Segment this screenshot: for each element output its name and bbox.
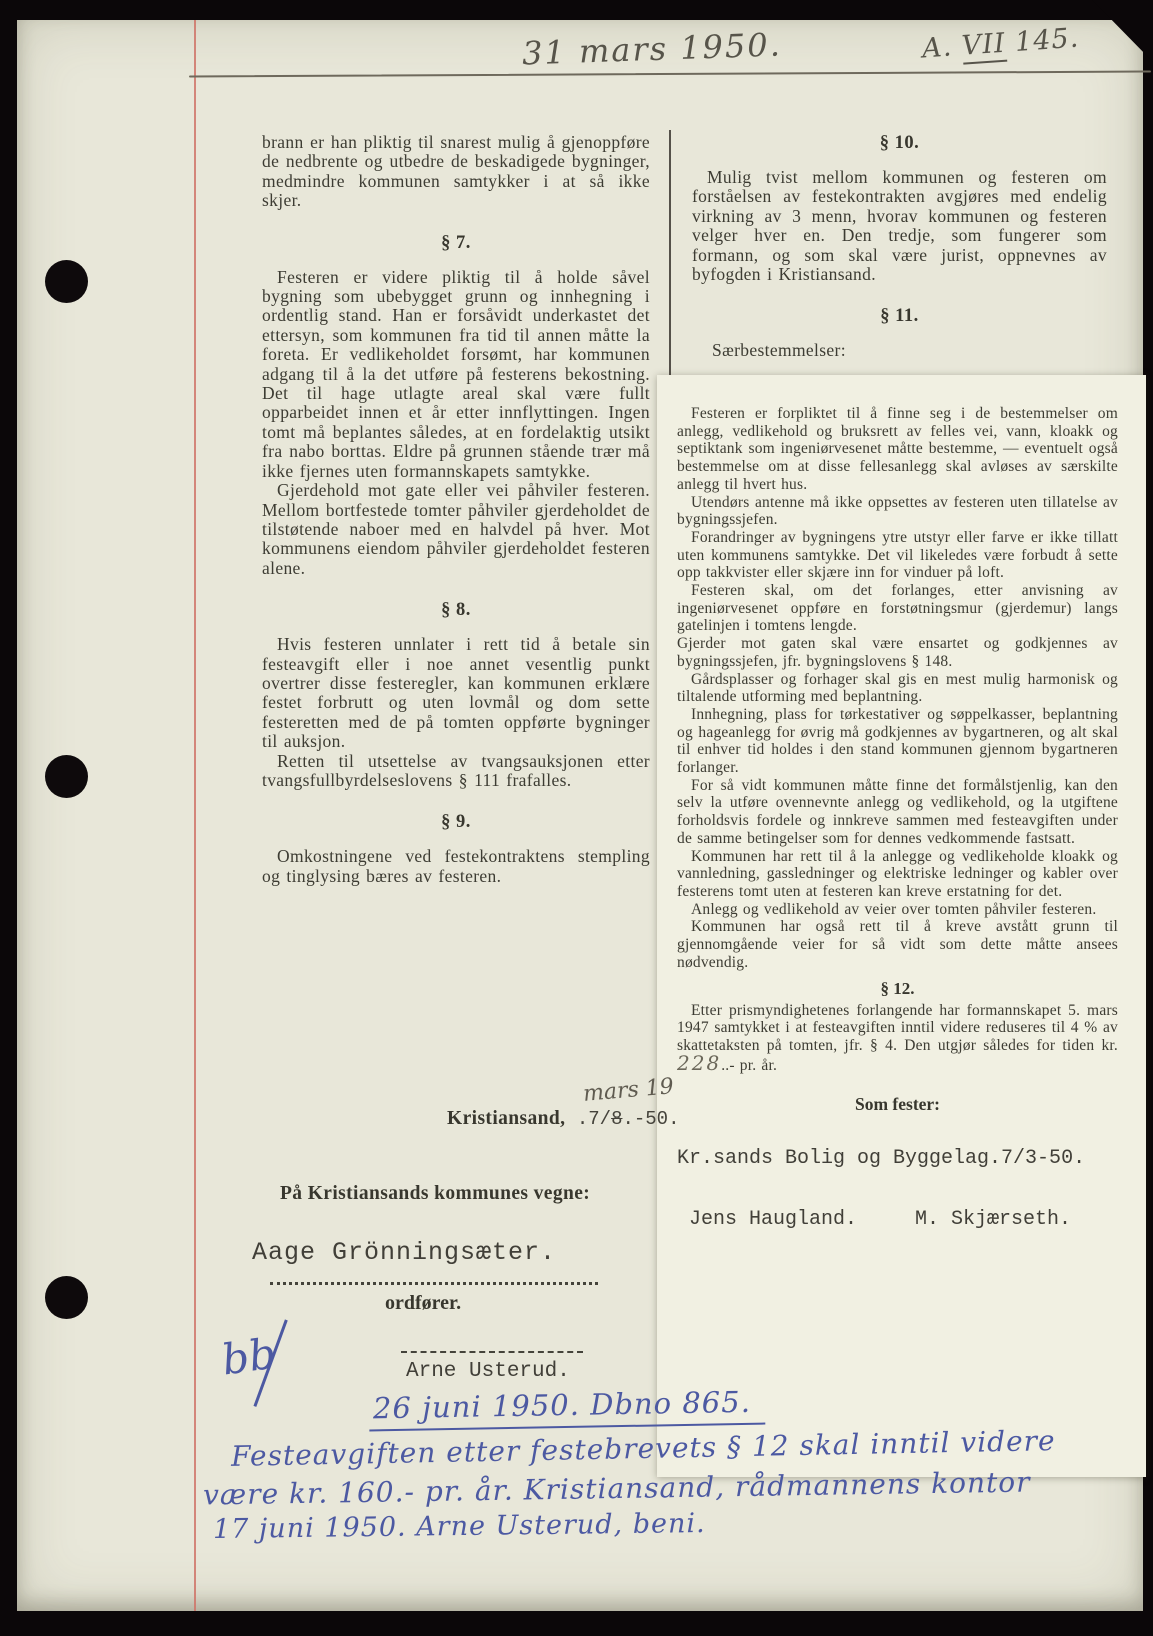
section-heading-12: § 12. [880,978,915,998]
lessee-signers-line [689,1208,1118,1231]
mayor-typed-signature: Aage Grönningsæter. [252,1238,557,1267]
red-margin-rule [194,20,196,1611]
signer-jens-haugland: Jens Haugland. [689,1208,858,1232]
place-and-date-line [447,1108,679,1130]
fee-text-before: Etter prismyndighetenes forlangende har formannskapet 5. mars 1947 samtykket i at festeavgiften inntil videre reduseres til 4 % av skattetaksten på tomten, jfr. § 4. Den utgjør således for tiden kr. [677,1001,1118,1054]
on-behalf-label: På Kristiansands kommunes vegne: [280,1183,591,1204]
hole-punch [45,260,88,303]
signer-m-skjaerseth: M. Skjærseth. [915,1208,1072,1232]
hole-punch [45,755,88,798]
paragraph: Innhegning, plass for tørkestativer og søppelkasser, beplantning og hageanlegg for øvrig må godkjennes av bygartneren, og alt skal til enhver tid holdes i den stand kommunen gjennom bygartneren forlanger. [677,705,1118,777]
paragraph: Kommunen har også rett til å kreve avstått grunn til gjennomgående veier for så vidt som dette måtte ansees nødvendig. [677,918,1118,971]
archive-ref-number: 145. [1014,22,1081,58]
registrar-note-line2-handwritten: være kr. 160.- pr. år. Kristiansand, rådmannens kontor [202,1465,1031,1512]
section-heading-10: § 10. [879,133,920,153]
paragraph: Mulig tvist mellom kommunen og festeren om forståelsen av festekontrakten avgjøres med endelig virkning av 3 menn, hvorav kommunen og festeren velger hver en. Den tredje, som fungerer som formann, og som skal være jurist, oppnevnes av byfogden i Kristiansand. [692,167,1107,285]
typed-date: .7/8.-50. [565,1108,680,1130]
paragraph: Festeren er forpliktet til å finne seg i de bestemmelser om anlegg, vedlikehold og bruksrett av felles vei, vann, kloakk og septiktank som ingeniørvesenet måtte bestemme, — eventuelt også bestemmelse om at disse fellesanlegg skal avløses av særskilte anlegg til hvert hus. [677,405,1118,493]
page-date-handwritten: 31 mars 1950. [521,25,783,73]
fee-amount-handwritten: 228 [677,1050,722,1075]
registrar-note-line3-handwritten: 17 juni 1950. Arne Usterud, beni. [212,1507,706,1546]
city-label: Kristiansand, [447,1108,566,1129]
journal-entry-date-handwritten: 26 juni 1950. Dbno 865. [369,1385,766,1432]
paragraph: Anlegg og vedlikehold av veier over tomten påhviler festeren. [691,900,1097,918]
section-heading-9: § 9. [441,812,471,833]
initials-text: bb [218,1328,279,1385]
struck-digit: 8 [611,1108,623,1130]
special-provisions-label: Særbestemmelser: [712,340,846,361]
paragraph: Retten til utsettelse av tvangsauksjonen etter tvangsfullbyrdelseslovens § 111 frafalles. [262,750,650,790]
registrar-note-line1-handwritten: Festeavgiften etter festebrevets § 12 skal inntil videre [230,1424,1056,1473]
left-column [262,133,650,886]
right-column [692,133,1107,361]
signature-dash-line [401,1351,583,1353]
header-ink-rule [189,70,1151,77]
paragraph: Forandringer av bygningens ytre utstyr eller farve er ikke tillatt uten kommunens samtykke. Det vil likeledes være forbudt å sette opp takkvister eller skjære inn for vinduer på loft. [677,528,1118,582]
paragraph: For så vidt kommunen måtte finne det formålstjenlig, kan den selv la utføre ovennevnte anlegg og vedlikehold, og la utgiftene forholdsvis fordele og innkreve sammen med festeavgiften under de samme betingelser som for dennes vedkommende fastsatt. [677,776,1118,847]
as-lessee-label: Som fester: [854,1094,941,1115]
paragraph: Gårdsplasser og forhager skal gis en mest mulig harmonisk og tiltalende utforming med beplantning. [677,670,1118,706]
mayor-title: ordfører. [385,1292,462,1314]
paragraph: Hvis festeren unnlater i rett tid å betale sin festeavgift eller i noe annet vesentlig punkt overtrer disse festeregler, kan kommunen erklære festet forbrutt og uten lovmål og dom sette festeretten med de på tomten oppførte bygninger til auksjon. [262,634,650,752]
section-heading-11: § 11. [880,306,919,327]
paragraph: Omkostningene ved festekontraktens stempling og tinglysing bæres av festeren. [262,846,650,886]
paragraph-fee [677,1002,1118,1075]
date-correction-handwritten: mars 19 [582,1074,675,1107]
paragraph: Utendørs antenne må ikke oppsettes av festeren uten tillatelse av bygningssjefen. [677,493,1118,529]
column-divider-rule [669,130,671,380]
paragraph: Gjerder mot gaten skal være ensartet og godkjennes av bygningssjefen, jfr. bygningslovens § 148. [677,635,1118,670]
archive-ref-letter: A. [921,31,954,65]
lessee-typed-signature: Kr.sands Bolig og Byggelag.7/3-50. [677,1147,1086,1171]
section-heading-7: § 7. [441,232,471,253]
paragraph-continuation: brann er han pliktig til snarest mulig å gjenoppføre de nedbrente og utbedre de beskadigede bygninger, medmindre kommunen samtykker i at så ikke skjer. [262,132,650,211]
archive-ref-handwritten [921,23,1080,65]
registrar-initials-handwritten [219,1328,279,1384]
section-heading-8: § 8. [441,600,471,621]
archive-ref-roman: VII [961,28,1007,65]
ledger-page [17,20,1143,1611]
pasted-sheet [657,375,1146,1477]
witness-typed-signature: Arne Usterud. [406,1360,570,1383]
signature-dotted-line [270,1282,598,1285]
paragraph: Kommunen har rett til å la anlegge og vedlikeholde kloakk og vannledning, gassledninger og elektriske ledninger og kabler over festerens tomt uten at festeren kan kreve erstatning for det. [677,847,1118,900]
hole-punch [45,1276,88,1319]
paragraph: Festeren er videre pliktig til å holde såvel bygning som ubebygget grunn og innhegning i ordentlig stand. Han er forsåvidt underkastet det ettersyn, som kommunen fra tid til annen måtte la foreta. Er vedlikeholdet forsømt, har kommunen adgang til å la det utføre på festerens bekostning. Det til hage utlagte areal skal være fullt opparbeidet innen et år etter innflyttingen. Ingen tomt må beplantes således, at en fordelaktig utsikt fra nabo borttas. Eldre på grunnen stående trær må ikke fjernes uten formannskapets samtykke. [262,266,650,481]
paragraph: Gjerdehold mot gate eller vei påhviler festeren. Mellom bortfestede tomter påhviler gjerdeholdet de tilstøtende naboer med en halvdel på hver. Mot kommunens eiendom påhviler gjerdeholdet festeren alene. [262,480,650,578]
fee-text-after: ..- pr. år. [721,1056,778,1074]
paragraph: Festeren skal, om det forlanges, etter anvisning av ingeniørvesenet oppføre en forstøtningsmur (gjerdemur) langs gatelinjen i tomtens lengde. [677,582,1118,635]
